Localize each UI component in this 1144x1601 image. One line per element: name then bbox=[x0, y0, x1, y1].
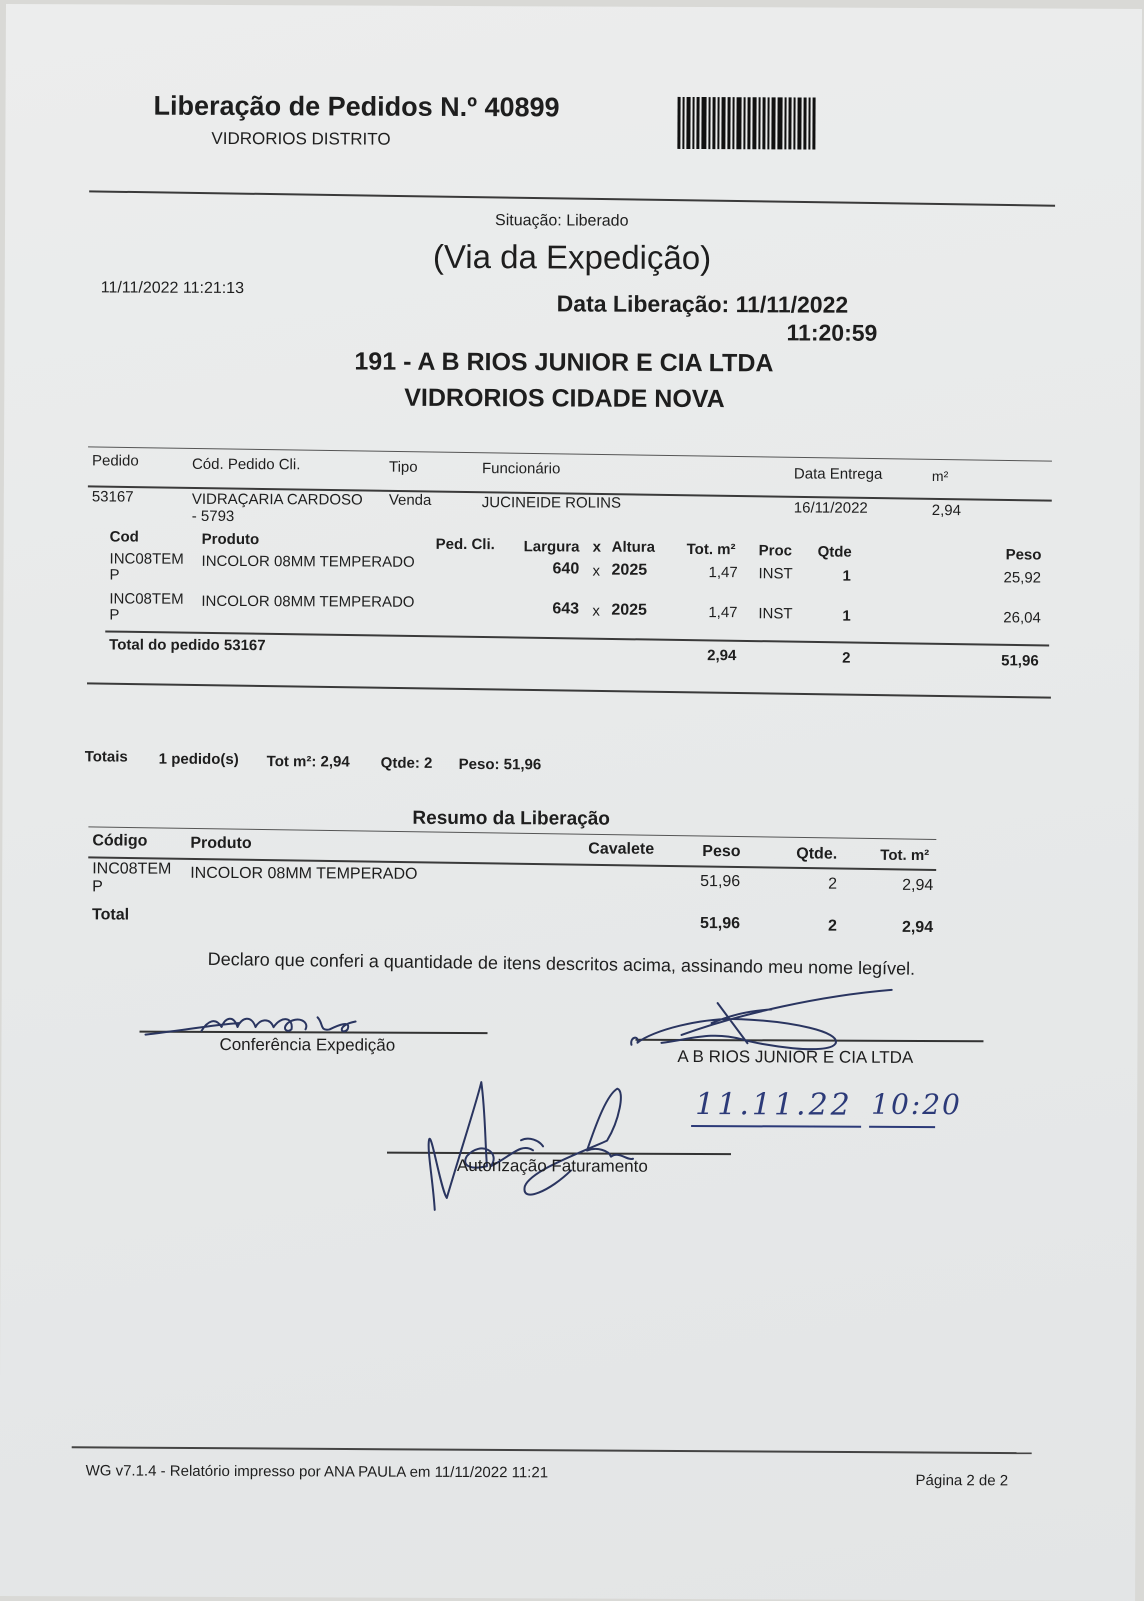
handwritten-date-underline bbox=[691, 1125, 861, 1128]
barcode-bar bbox=[686, 97, 690, 149]
totals-peso: Peso: 51,96 bbox=[458, 755, 542, 774]
order-funcionario: JUCINEIDE ROLINS bbox=[481, 494, 622, 512]
col-m2: m² bbox=[931, 468, 949, 485]
barcode-bar bbox=[767, 97, 769, 149]
item-altura: 2025 bbox=[611, 601, 647, 619]
header-divider bbox=[89, 190, 1055, 206]
summary-col-codigo: Código bbox=[92, 832, 148, 850]
item-col-produto: Produto bbox=[201, 530, 260, 549]
item-largura: 640 bbox=[552, 560, 580, 578]
barcode-bar bbox=[762, 97, 765, 149]
order-cod-cli-line2: - 5793 bbox=[191, 507, 235, 526]
summary-title: Resumo da Liberação bbox=[412, 807, 610, 830]
col-tipo: Tipo bbox=[388, 458, 418, 476]
summary-cod: INC08TEM bbox=[92, 860, 172, 878]
item-col-ped-cli: Ped. Cli. bbox=[435, 535, 495, 554]
col-funcionario: Funcionário bbox=[481, 460, 561, 478]
barcode-bar bbox=[732, 97, 734, 149]
client-signature bbox=[621, 983, 921, 1054]
handwritten-time-underline bbox=[869, 1126, 935, 1128]
order-total-m2: 2,94 bbox=[707, 647, 737, 665]
order-m2: 2,94 bbox=[931, 502, 962, 520]
item-proc: INST bbox=[758, 565, 793, 583]
item-peso: 25,92 bbox=[1003, 569, 1042, 587]
item-cod-cont: P bbox=[109, 566, 120, 584]
conferencia-label: Conferência Expedição bbox=[219, 1034, 396, 1055]
handwritten-time: 10:20 bbox=[871, 1087, 962, 1122]
item-cod-cont: P bbox=[109, 606, 120, 624]
summary-peso: 51,96 bbox=[700, 873, 741, 891]
barcode-bar bbox=[803, 97, 806, 149]
item-col-qtde: Qtde bbox=[817, 543, 852, 561]
summary-qtde: 2 bbox=[828, 875, 838, 893]
order-tipo: Venda bbox=[388, 491, 432, 509]
summary-total-label: Total bbox=[91, 906, 130, 924]
document-page bbox=[0, 4, 1142, 1601]
release-date: Data Liberação: 11/11/2022 bbox=[556, 290, 849, 318]
summary-total-tot-m2: 2,94 bbox=[901, 918, 934, 937]
barcode-bar bbox=[784, 97, 786, 149]
barcode-bar bbox=[712, 97, 715, 149]
client-name: 191 - A B RIOS JUNIOR E CIA LTDA bbox=[354, 347, 774, 378]
order-total-label: Total do pedido 53167 bbox=[109, 636, 266, 655]
summary-col-produto: Produto bbox=[190, 834, 252, 853]
summary-col-qtde: Qtde. bbox=[796, 845, 838, 863]
status-text: Situação: Liberado bbox=[495, 212, 629, 230]
totals-label: Totais bbox=[84, 748, 128, 766]
footer-rule bbox=[72, 1446, 1032, 1454]
col-pedido: Pedido bbox=[91, 452, 139, 470]
item-produto: INCOLOR 08MM TEMPERADO bbox=[201, 552, 415, 571]
totals-qtde: Qtde: 2 bbox=[380, 754, 433, 772]
client-branch: VIDRORIOS CIDADE NOVA bbox=[404, 383, 725, 414]
order-total-qtde: 2 bbox=[842, 649, 851, 667]
barcode-bar bbox=[812, 98, 815, 150]
barcode-bar bbox=[788, 97, 791, 149]
barcode-bar bbox=[771, 97, 775, 149]
barcode-bar bbox=[758, 97, 760, 149]
item-x: x bbox=[592, 602, 600, 620]
summary-col-cavalete: Cavalete bbox=[588, 840, 655, 858]
barcode-bar bbox=[727, 97, 730, 149]
barcode-bar bbox=[692, 97, 694, 149]
item-col-proc: Proc bbox=[758, 542, 793, 560]
barcode-bar bbox=[736, 97, 741, 149]
item-col-largura: Largura bbox=[523, 538, 580, 556]
copy-label: (Via da Expedição) bbox=[432, 237, 712, 277]
barcode-bar bbox=[743, 97, 745, 149]
barcode-bar bbox=[701, 97, 706, 149]
footer-page-number: Página 2 de 2 bbox=[915, 1471, 1009, 1490]
item-produto: INCOLOR 08MM TEMPERADO bbox=[201, 592, 415, 611]
item-x: x bbox=[592, 562, 601, 580]
barcode-bar bbox=[721, 97, 725, 149]
summary-cod-cont: P bbox=[92, 878, 103, 896]
item-qtde: 1 bbox=[842, 607, 851, 625]
barcode-bar bbox=[708, 97, 710, 149]
barcode-bar bbox=[808, 98, 810, 150]
printed-timestamp: 11/11/2022 11:21:13 bbox=[100, 279, 245, 298]
summary-produto: INCOLOR 08MM TEMPERADO bbox=[190, 864, 418, 883]
item-qtde: 1 bbox=[842, 567, 851, 585]
totals-m2: Tot m²: 2,94 bbox=[266, 753, 350, 771]
summary-total-peso: 51,96 bbox=[699, 915, 741, 933]
item-cod: INC08TEM bbox=[109, 550, 184, 568]
footer-printed-by: WG v7.1.4 - Relatório impresso por ANA PAULA em 11/11/2022 11:21 bbox=[85, 1462, 549, 1482]
item-peso: 26,04 bbox=[1003, 609, 1041, 627]
barcode bbox=[677, 97, 849, 150]
barcode-bar bbox=[793, 97, 795, 149]
item-col-peso: Peso bbox=[1005, 546, 1042, 564]
summary-col-peso: Peso bbox=[702, 843, 741, 861]
item-col-cod: Cod bbox=[109, 528, 139, 546]
totals-pedidos: 1 pedido(s) bbox=[158, 750, 239, 769]
barcode-bar bbox=[696, 97, 699, 149]
client-signature-label: A B RIOS JUNIOR E CIA LTDA bbox=[677, 1046, 914, 1067]
barcode-bar bbox=[682, 97, 684, 149]
item-col-x: x bbox=[592, 538, 602, 556]
summary-tot-m2: 2,94 bbox=[902, 876, 934, 895]
order-cod-cli-line1: VIDRAÇARIA CARDOSO bbox=[191, 490, 363, 509]
barcode-bar bbox=[747, 97, 750, 149]
col-cod-pedido-cli: Cód. Pedido Cli. bbox=[191, 455, 301, 474]
barcode-bar bbox=[797, 97, 801, 149]
item-altura: 2025 bbox=[611, 561, 648, 579]
barcode-bar bbox=[777, 97, 782, 149]
barcode-bar bbox=[717, 97, 719, 149]
release-time: 11:20:59 bbox=[786, 319, 878, 346]
item-proc: INST bbox=[758, 605, 793, 623]
item-col-altura: Altura bbox=[611, 538, 656, 556]
declaration-text: Declaro que conferi a quantidade de itens descritos acima, assinando meu nome legível. bbox=[207, 948, 916, 979]
summary-total-qtde: 2 bbox=[827, 917, 837, 935]
order-table-bottom-rule bbox=[87, 682, 1051, 698]
order-total-peso: 51,96 bbox=[1001, 652, 1039, 670]
summary-col-tot-m2: Tot. m² bbox=[880, 846, 930, 865]
order-data-entrega: 16/11/2022 bbox=[793, 499, 868, 517]
item-tot-m2: 1,47 bbox=[708, 604, 738, 622]
document-title: Liberação de Pedidos N.º 40899 bbox=[153, 90, 560, 123]
item-tot-m2: 1,47 bbox=[708, 564, 738, 582]
item-col-tot-m2: Tot. m² bbox=[686, 540, 736, 559]
autorizacao-label: Autorização Faturamento bbox=[456, 1155, 648, 1176]
order-pedido: 53167 bbox=[91, 488, 134, 506]
handwritten-date: 11.11.22 bbox=[695, 1087, 853, 1123]
col-data-entrega: Data Entrega bbox=[793, 465, 883, 483]
item-largura: 643 bbox=[552, 600, 580, 618]
barcode-bar bbox=[677, 97, 680, 149]
company-name: VIDRORIOS DISTRITO bbox=[211, 128, 391, 149]
item-cod: INC08TEM bbox=[109, 590, 184, 608]
autorizacao-signature bbox=[421, 1070, 662, 1221]
barcode-bar bbox=[752, 97, 756, 149]
